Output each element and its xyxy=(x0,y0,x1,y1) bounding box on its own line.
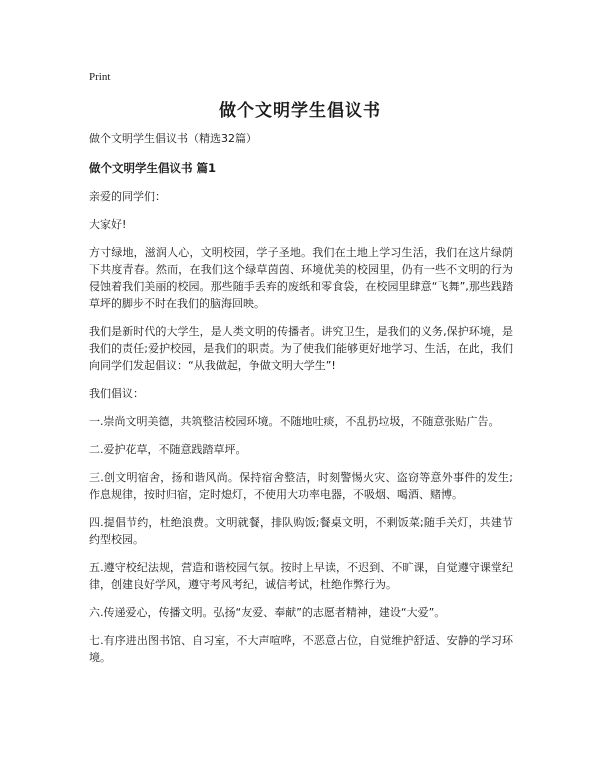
subtitle: 做个文明学生倡议书（精选32篇） xyxy=(89,132,257,145)
page-title: 做个文明学生倡议书 xyxy=(219,101,381,121)
proposal-item-1: 一.崇尚文明美德，共筑整洁校园环境。不随地吐痰，不乱扔垃圾，不随意张贴广告。 xyxy=(89,415,500,428)
document-body xyxy=(89,130,513,677)
paragraph-we-propose: 我们倡议： xyxy=(89,387,144,400)
print-link[interactable]: Print xyxy=(89,71,111,83)
section-heading: 做个文明学生倡议书 篇1 xyxy=(89,161,217,175)
greeting: 亲爱的同学们： xyxy=(89,190,166,203)
hello: 大家好! xyxy=(89,218,127,231)
proposal-item-4: 四.提倡节约，杜绝浪费。文明就餐，排队购饭;餐桌文明，不剩饭菜;随手关灯，共建节约型校园。 xyxy=(89,516,513,546)
proposal-item-3: 三.创文明宿舍，扬和谐风尚。保持宿舍整洁，时刻警惕火灾、盗窃等意外事件的发生;作息规律，按时归宿，定时熄灯，不使用大功率电器，不吸烟、喝酒、赌博。 xyxy=(89,471,513,501)
proposal-item-2: 二.爱护花草，不随意践踏草坪。 xyxy=(89,443,247,456)
paragraph-students: 我们是新时代的大学生，是人类文明的传播者。讲究卫生，是我们的义务,保护环境，是我们的责任;爱护校园，是我们的职责。为了使我们能够更好地学习、生活，在此，我们向同学们发起倡议：“从我做起，争做文明大学生”! xyxy=(89,325,513,372)
proposal-item-7: 七.有序进出图书馆、自习室，不大声喧哗，不恶意占位，自觉维护舒适、安静的学习环境。 xyxy=(89,634,513,664)
proposal-item-6: 六.传递爱心，传播文明。弘扬“友爱、奉献”的志愿者精神，建设“大爱”。 xyxy=(89,606,446,619)
proposal-item-5: 五.遵守校纪法规，营造和谐校园气氛。按时上早读，不迟到、不旷课，自觉遵守课堂纪律，创建良好学风，遵守考风考纪，诚信考试，杜绝作弊行为。 xyxy=(89,561,513,591)
paragraph-intro: 方寸绿地，滋润人心，文明校园，学子圣地。我们在土地上学习生活，我们在这片绿荫下共度青春。然而，在我们这个绿草茵茵、环境优美的校园里，仍有一些不文明的行为侵蚀着我们美丽的校园。那些随手丢弃的废纸和零食袋，在校园里肆意“飞舞”,那些践踏草坪的脚步不时在我们的脑海回映。 xyxy=(89,246,513,310)
